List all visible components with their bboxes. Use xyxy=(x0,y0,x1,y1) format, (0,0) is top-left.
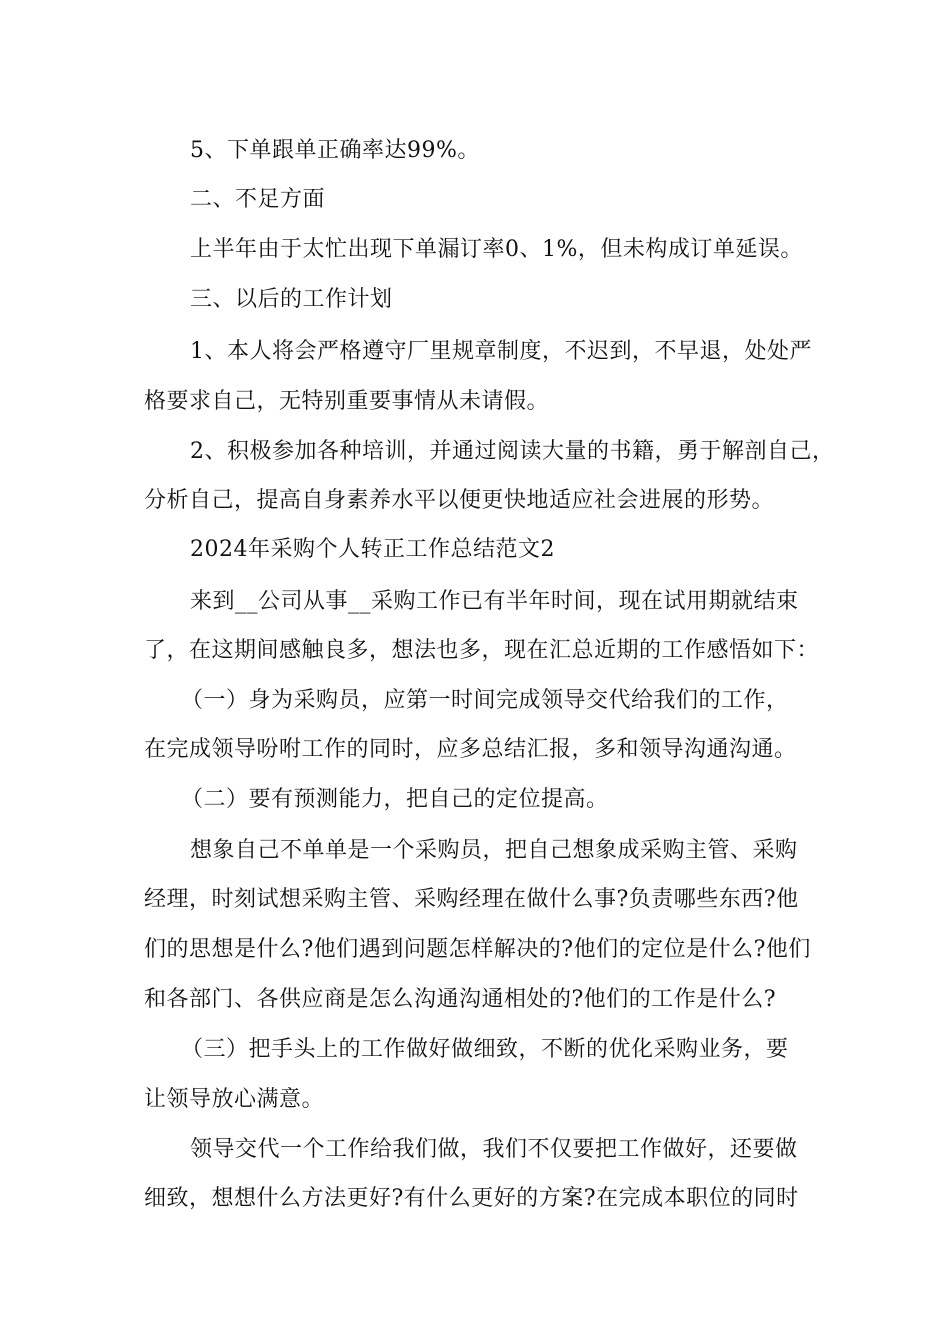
paragraph-line: 经理，时刻试想采购主管、采购经理在做什么事?负责哪些东西?他 xyxy=(144,887,799,912)
paragraph-line: （一）身为采购员，应第一时间完成领导交代给我们的工作， xyxy=(181,688,789,713)
paragraph-line: 让领导放心满意。 xyxy=(144,1087,325,1112)
paragraph-line: （二）要有预测能力，把自己的定位提高。 xyxy=(181,787,609,812)
paragraph-line: 2、积极参加各种培训，并通过阅读大量的书籍，勇于解剖自己， xyxy=(190,439,835,464)
paragraph-line: 领导交代一个工作给我们做，我们不仅要把工作做好，还要做 xyxy=(190,1137,798,1162)
paragraph-line: 在完成领导吩咐工作的同时，应多总结汇报，多和领导沟通沟通。 xyxy=(144,737,797,762)
paragraph-line: 们的思想是什么?他们遇到问题怎样解决的?他们的定位是什么?他们 xyxy=(144,937,811,962)
paragraph-line: 细致，想想什么方法更好?有什么更好的方案?在完成本职位的同时 xyxy=(144,1186,799,1211)
paragraph-line: 想象自己不单单是一个采购员，把自己想象成采购主管、采购 xyxy=(190,838,798,863)
paragraph-line: 上半年由于太忙出现下单漏订率0、1%，但未构成订单延误。 xyxy=(190,237,803,262)
section-heading: 二、不足方面 xyxy=(190,187,326,212)
paragraph-line: 格要求自己，无特别重要事情从未请假。 xyxy=(144,389,550,414)
paragraph-line: 分析自己，提高自身素养水平以便更快地适应社会进展的形势。 xyxy=(144,488,775,513)
section-heading: 三、以后的工作计划 xyxy=(190,287,393,312)
paragraph-line: 和各部门、各供应商是怎么沟通沟通相处的?他们的工作是什么? xyxy=(144,987,777,1012)
paragraph-line: 5、下单跟单正确率达99%。 xyxy=(190,138,480,163)
paragraph-line: 了，在这期间感触良多，想法也多，现在汇总近期的工作感悟如下： xyxy=(144,638,820,663)
paragraph-line: （三）把手头上的工作做好做细致，不断的优化采购业务，要 xyxy=(181,1037,789,1062)
paragraph-line: 1、本人将会严格遵守厂里规章制度，不迟到，不早退，处处严 xyxy=(190,339,812,364)
article-title: 2024年采购个人转正工作总结范文2 xyxy=(190,537,555,562)
paragraph-line: 来到__公司从事__采购工作已有半年时间，现在试用期就结束 xyxy=(190,589,799,614)
